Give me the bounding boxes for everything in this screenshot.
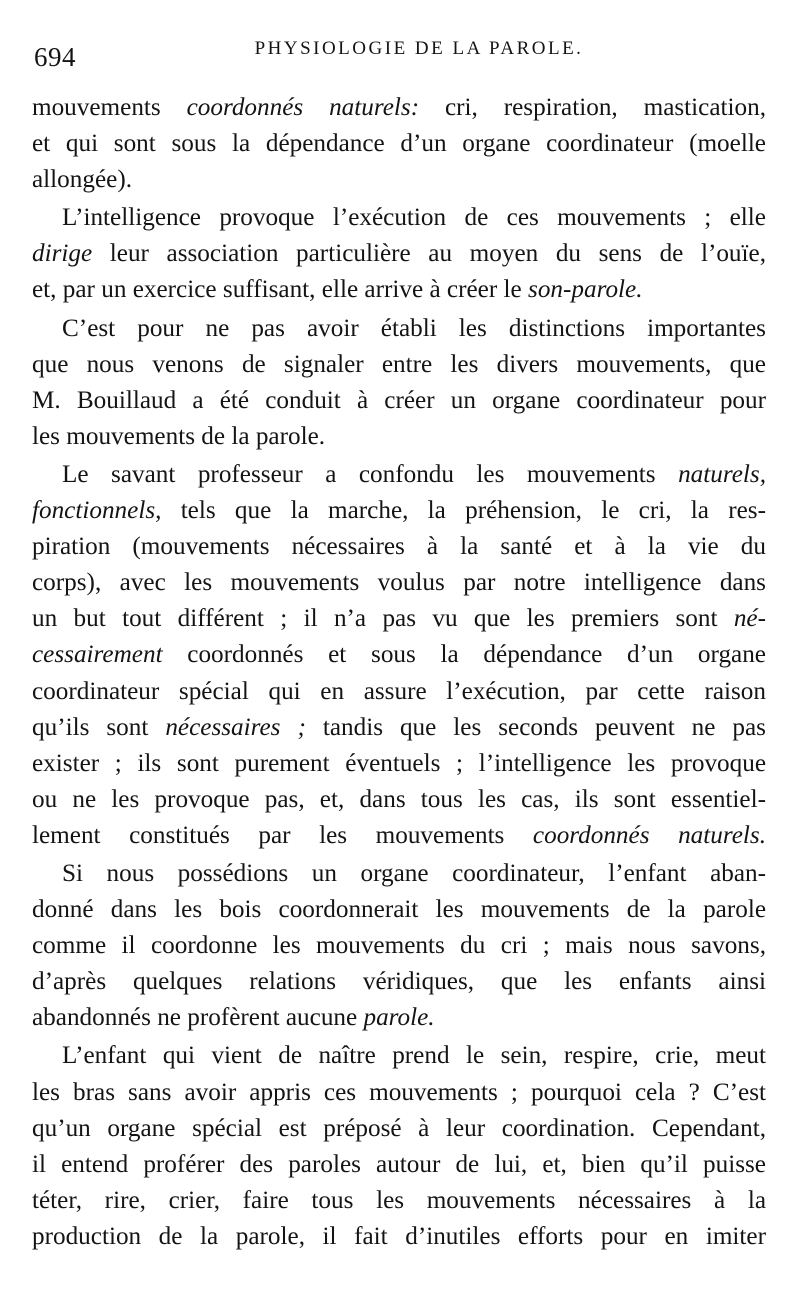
text-run: et, par un exercice suffisant, elle arrive à créer le [32,276,529,304]
text-run: C’est pour ne pas avoir établi les distinctions importantes [62,314,766,342]
page-number: 694 [34,42,76,72]
running-title: PHYSIOLOGIE DE LA PAROLE. [254,38,584,59]
italic-text: cessairement [32,641,163,669]
paragraph [32,311,766,455]
text-run: exister ; ils sont purement éventuels ; l’intelligence les provoque [32,749,766,777]
paragraph [32,856,766,1036]
text-line [32,126,766,162]
text-line [32,746,766,782]
italic-text: parole. [363,1004,435,1032]
text-run: lement constitués par les mouvements [32,821,533,849]
text-line [32,1075,766,1111]
text-run: ou ne les provoque pas, et, dans tous les cas, ils sont essentiel- [32,785,766,813]
italic-text: son-parole. [528,276,643,304]
text-line [32,964,766,1000]
paragraph [32,90,766,198]
text-line [32,818,766,854]
text-run: mouvements [32,94,187,121]
text-run: piration (mouvements nécessaires à la santé et à la vie du [32,533,766,561]
text-run: abandonnés ne profèrent aucune [32,1004,364,1032]
text-line [32,782,766,818]
text-run: L’intelligence provoque l’exécution de ces mouvements ; elle [62,204,766,232]
paragraph [32,1038,766,1255]
italic-text: dirige [32,240,93,268]
text-line [32,710,766,746]
text-line [32,493,766,529]
text-run: Si nous possédions un organe coordinateur, l’enfant aban- [62,859,766,887]
text-run: tels que la marche, la préhension, le cri, la res- [161,497,766,525]
text-line [32,1183,766,1219]
text-line [32,529,766,565]
italic-text: coordonnés naturels: [186,94,420,121]
text-run: L’enfant qui vient de naître prend le sein, respire, crie, meut [62,1042,766,1070]
text-run: cri, respiration, mastication, [419,94,767,121]
italic-text: nécessaires ; [165,713,306,741]
text-run: les bras sans avoir appris ces mouvements ; pourquoi cela ? C’est [32,1078,766,1106]
body-text [32,90,766,1255]
text-line [32,383,766,419]
text-run: et qui sont sous la dépendance d’un organe coordinateur (moelle [32,130,766,158]
text-line [32,1111,766,1147]
text-line [32,1147,766,1183]
text-line [32,1219,766,1255]
text-run: comme il coordonne les mouvements du cri ; mais nous savons, [32,932,766,960]
text-line [32,674,766,710]
text-line [32,162,766,198]
text-line [32,856,766,892]
text-line [32,236,766,272]
text-run: production de la parole, il fait d’inutiles efforts pour en imiter [32,1222,766,1250]
text-run: leur association particulière au moyen du sens de l’ouïe, [92,240,766,268]
text-run: les mouvements de la parole. [32,422,326,450]
text-run: donné dans les bois coordonnerait les mouvements de la parole [32,896,766,924]
text-line [32,90,766,126]
running-head [32,34,766,90]
text-run: coordinateur spécial qui en assure l’exécution, par cette raison [32,677,766,705]
text-line [32,892,766,928]
text-run: coordonnés et sous la dépendance d’un organe [162,641,766,669]
text-line [32,272,766,308]
text-line [32,637,766,673]
text-run: M. Bouillaud a été conduit à créer un organe coordinateur pour [32,386,766,414]
text-line [32,601,766,637]
text-line [32,565,766,601]
paragraph [32,457,766,854]
text-run: il entend proférer des paroles autour de lui, et, bien qu’il puisse [32,1150,766,1178]
text-line [32,1038,766,1074]
text-line [32,200,766,236]
text-run: allongée). [32,166,132,194]
text-run: un but tout différent ; il n’a pas vu que les premiers sont [32,605,734,633]
paragraph [32,200,766,308]
text-line [32,347,766,383]
italic-text: fonctionnels, [32,497,162,525]
italic-text: né- [733,605,766,633]
text-run: corps), avec les mouvements voulus par notre intelligence dans [32,569,766,597]
text-line [32,928,766,964]
text-run: qu’un organe spécial est préposé à leur coordination. Cependant, [32,1114,766,1142]
text-run: qu’ils sont [32,713,166,741]
italic-text: coordonnés naturels. [532,821,766,849]
text-run: que nous venons de signaler entre les divers mouvements, que [32,350,766,378]
text-run: Le savant professeur a confondu les mouvements [62,460,679,488]
text-line [32,457,766,493]
text-run: d’après quelques relations véridiques, que les enfants ainsi [32,968,766,996]
italic-text: naturels, [678,460,766,488]
text-line [32,1000,766,1036]
text-run: tandis que les seconds peuvent ne pas [305,713,766,741]
text-run: téter, rire, crier, faire tous les mouvements nécessaires à la [32,1186,766,1214]
text-line [32,419,766,455]
text-line [32,311,766,347]
